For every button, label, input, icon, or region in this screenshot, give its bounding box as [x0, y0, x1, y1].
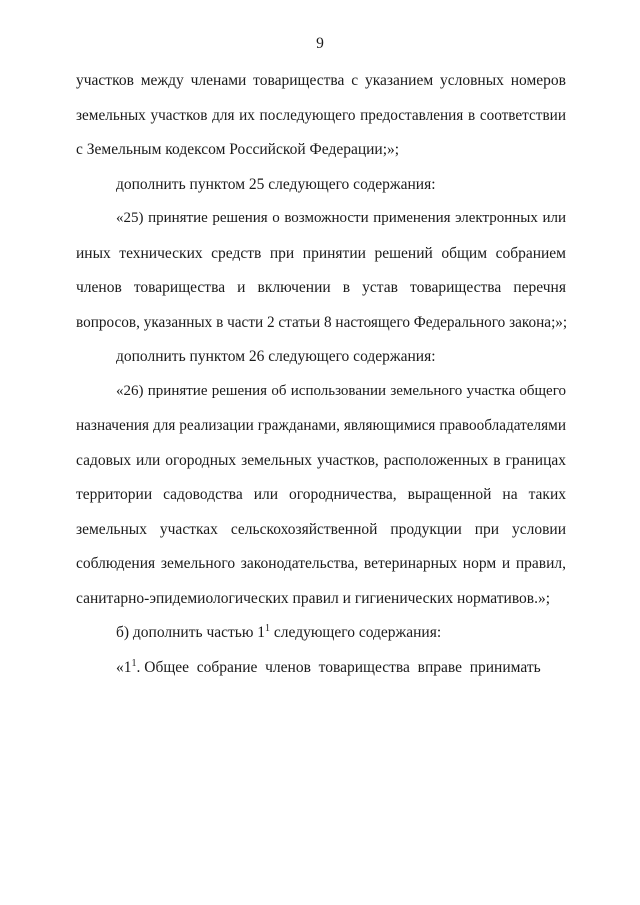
text-line: «25) принятие решения о возможности применения электронных или: [116, 210, 566, 226]
text-segment: «1: [116, 658, 132, 676]
text-line: участков между членами товарищества с указанием условных номеров: [76, 72, 566, 89]
text-line: земельных участках сельскохозяйственной продукции при условии: [76, 520, 566, 538]
text-segment: б) дополнить частью 1: [116, 624, 266, 641]
superscript: 1: [265, 623, 271, 634]
text-line: с Земельным кодексом Российской Федерации;»;: [76, 141, 400, 158]
text-line: санитарно-эпидемиологических правил и гигиенических нормативов.»;: [76, 589, 551, 607]
text-segment: . Общее собрание членов товарищества вправе принимать: [136, 658, 541, 676]
text-line: членов товарищества и включении в устав товарищества перечня: [76, 279, 566, 296]
text-line: дополнить пунктом 25 следующего содержания:: [116, 175, 436, 193]
text-line: соблюдения земельного законодательства, ветеринарных норм и правил,: [76, 555, 566, 572]
text-line: иных технических средств при принятии решений общим собранием: [76, 244, 566, 262]
superscript: 1: [131, 657, 137, 669]
text-line: назначения для реализации гражданами, являющимися правообладателями: [76, 417, 566, 434]
text-line: садовых или огородных земельных участков, расположенных в границах: [76, 451, 566, 469]
text-line-with-superscript: [76, 624, 566, 659]
text-line: территории садоводства или огородничества, выращенной на таких: [76, 486, 566, 503]
page-number: 9: [316, 35, 324, 52]
text-line-with-superscript: [76, 659, 566, 694]
text-line: дополнить пунктом 26 следующего содержания:: [116, 348, 436, 365]
text-line: земельных участков для их последующего предоставления в соответствии: [76, 106, 566, 124]
document-body: [76, 72, 566, 693]
text-line: «26) принятие решения об использовании земельного участка общего: [116, 382, 566, 399]
text-segment: следующего содержания:: [270, 624, 442, 641]
text-line: вопросов, указанных в части 2 статьи 8 настоящего Федерального закона;»;: [76, 313, 568, 331]
